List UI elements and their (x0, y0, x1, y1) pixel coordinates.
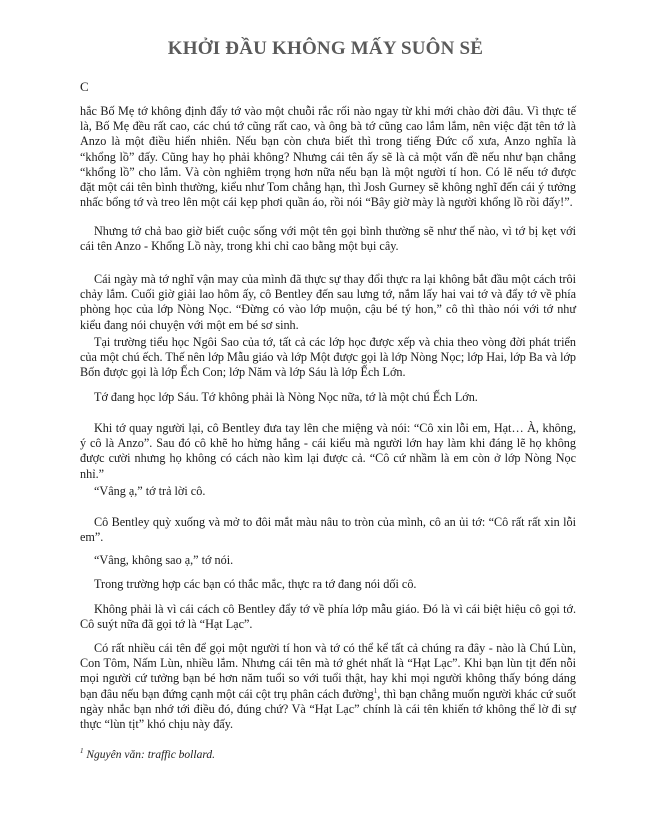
paragraph-4: Tại trường tiểu học Ngôi Sao của tớ, tất cả các lớp học được xếp và chia theo vòng đời phát triển của một chú ếch. Thế nên lớp Mẫu giáo và lớp Một được gọi là lớp Nòng Nọc; lớp Hai, lớp Ba và lớp Bốn được gọi là lớp Ếch Con; lớp Năm và lớp Sáu là lớp Ếch Lớn. (80, 335, 576, 380)
paragraph-1: hắc Bố Mẹ tớ không định đẩy tớ vào một chuỗi rắc rối nào ngay từ khi mới chào đời đâu. Vì thực tế là, Bố Mẹ đều rất cao, các chú tớ cũng rất cao, và ông bà tớ cũng cao lắm lắm, nên việc đặt tên tớ là Anzo là một điều hiển nhiên. Nếu bạn còn chưa biết thì trong tiếng Đức cổ xưa, Anzo nghĩa là “khổng lồ” đấy. Cũng hay họ phải không? Nhưng cái tên ấy sẽ là cả một vấn đề nếu như bạn chẳng “khổng lồ” cho lắm. Và còn nghiêm trọng hơn nữa nếu bạn là một người tí hon. Có lẽ nếu tớ được đặt một cái tên bình thường, kiểu như Tom chẳng hạn, thì Josh Gurney sẽ không nghĩ đến cái ý tưởng nhấc bổng tớ và treo lên một cái kẹp phơi quần áo, rồi nói “Bây giờ mày là người khổng lồ rồi đấy!”. (80, 104, 576, 210)
paragraph-11: Không phải là vì cái cách cô Bentley đẩy tớ về phía lớp mẫu giáo. Đó là vì cái biệt hiệu cô gọi tớ. Cô suýt nữa đã gọi tớ là “Hạt Lạc”. (80, 602, 576, 632)
paragraph-3: Cái ngày mà tớ nghĩ vận may của mình đã thực sự thay đổi thực ra lại không bắt đầu một cách trôi chảy lắm. Cuối giờ giải lao hôm ấy, cô Bentley đến sau lưng tớ, nắm lấy hai vai tớ và đẩy tớ về phía phòng học của lớp Nòng Nọc. “Đừng có vào lớp muộn, cậu bé tý hon,” cô thì thào nói với tớ như kiểu đang nói chuyện với một em bé sơ sinh. (80, 272, 576, 332)
footnote-text: Nguyên văn: traffic bollard. (86, 749, 215, 761)
paragraph-6: Khi tớ quay người lại, cô Bentley đưa tay lên che miệng và nói: “Cô xin lỗi em, Hạt… À, không, ý cô là Anzo”. Sau đó cô khẽ ho hừng hắng - cái kiểu mà người lớn hay làm khi đáng lẽ họ không được cười nhưng họ không có cách nào kìm lại được cả. “Cô cứ nhầm là em còn ở lớp Nòng Nọc nhỉ.” (80, 421, 576, 481)
paragraph-8: Cô Bentley quỳ xuống và mở to đôi mắt màu nâu to tròn của mình, cô an ủi tớ: “Cô rất rất xin lỗi em”. (80, 515, 576, 545)
footnote (80, 749, 215, 761)
footnote-ref[interactable]: 1 (373, 686, 378, 695)
paragraph-7: “Vâng ạ,” tớ trả lời cô. (94, 484, 206, 498)
paragraph-12-tail: , thì bạn chẳng muốn người khác cứ suốt ngày nhắc bạn nhớ tới điều đó, đúng chứ? Và “Hạt Lạc” chính là cái tên khiến tớ không thể lờ đi sự thực “lùn tịt” khó chịu này đấy. (80, 686, 576, 732)
paragraph-5: Tớ đang học lớp Sáu. Tớ không phải là Nòng Nọc nữa, tớ là một chú Ếch Lớn. (94, 390, 478, 404)
paragraph-9: “Vâng, không sao ạ,” tớ nói. (94, 553, 234, 567)
paragraph-10: Trong trường hợp các bạn có thắc mắc, thực ra tớ đang nói dối cô. (94, 577, 417, 591)
paragraph-12 (80, 641, 576, 732)
paragraph-12-text: Có rất nhiều cái tên để gọi một người tí hon và tớ có thể kể tất cả chúng ra đây - nào là Chú Lùn, Con Tôm, Nấm Lùn, nhiều lắm. Nhưng cái tên mà tớ ghét nhất là “Hạt Lạc”. Khi bạn lùn tịt đến nỗi mọi người cứ tưởng bạn bé hơn năm tuổi so với tuổi thật, hay khi mọi người không thấy bóng dáng bạn đâu nếu bạn đứng cạnh một cái cột trụ phân cách đường (80, 641, 576, 701)
footnote-marker: 1 (80, 747, 84, 756)
drop-cap: C (80, 79, 89, 94)
paragraph-2: Nhưng tớ chả bao giờ biết cuộc sống với một tên gọi bình thường sẽ như thế nào, vì tớ bị kẹt với cái tên Anzo - Khổng Lồ này, trong khi chỉ cao bằng một bụi cây. (80, 224, 576, 254)
chapter-title: KHỞI ĐẦU KHÔNG MẤY SUÔN SẺ (167, 38, 484, 59)
